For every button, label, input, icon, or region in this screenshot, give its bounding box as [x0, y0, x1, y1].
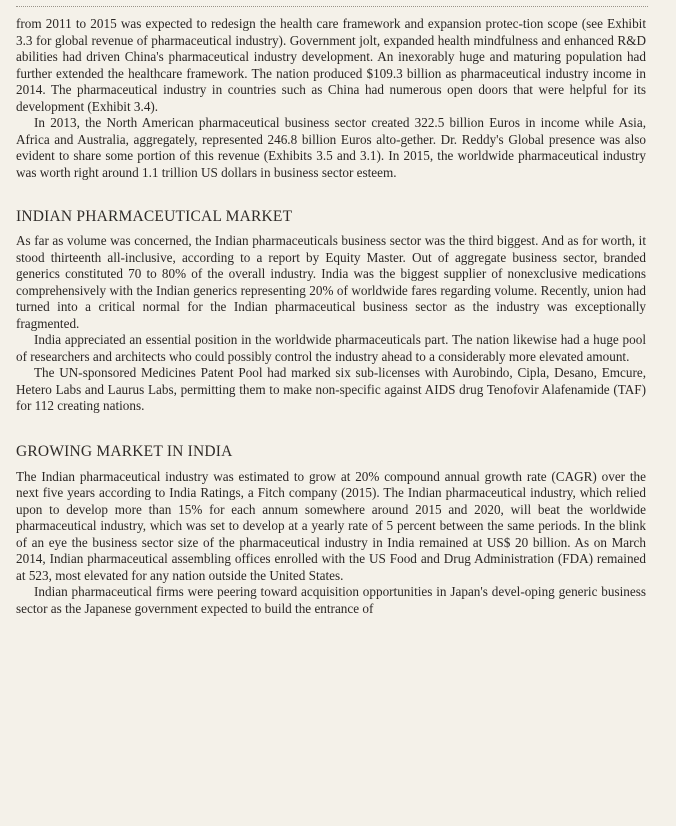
document-body [16, 16, 646, 617]
paragraph: from 2011 to 2015 was expected to redesign the health care framework and expansion protec-tion scope (see Exhibit 3.3 for global revenue of pharmaceutical industry). Government jolt, expanded health mindfulness and enhanced R&D abilities had driven China's pharmaceutical industry development. An inexorably huge and maturing population had further extended the healthcare framework. The nation produced $109.3 billion as pharmaceutical industry income in 2014. The pharmaceutical industry in countries such as China had numerous open doors that were helpful for its development (Exhibit 3.4). [16, 16, 646, 114]
paragraph: In 2013, the North American pharmaceutical business sector created 322.5 billion Euros in income while Asia, Africa and Australia, aggregately, represented 246.8 billion Euros alto-gether. Dr. Reddy's Global presence was also evident to share some portion of this revenue (Exhibits 3.5 and 3.1). In 2015, the worldwide pharmaceutical industry was worth right around 1.1 trillion US dollars in business sector esteem. [16, 115, 646, 180]
top-dotted-rule [16, 6, 648, 7]
section-heading-indian-pharmaceutical-market: INDIAN PHARMACEUTICAL MARKET [16, 208, 293, 225]
paragraph: Indian pharmaceutical firms were peering toward acquisition opportunities in Japan's devel-oping generic business sector as the Japanese government expected to build the entrance of [16, 584, 646, 616]
paragraph: As far as volume was concerned, the Indian pharmaceuticals business sector was the third biggest. And as for worth, it stood thirteenth all-inclusive, according to a report by Equity Master. Out of aggregate business sector, branded generics constituted 70 to 80% of the overall industry. India was the biggest supplier of nonexclusive medications comprehensively with the Indian generics representing 20% of worldwide fares regarding volume. Recently, union had turned into a critical normal for the Indian pharmaceutical business sector as the industry was exceptionally fragmented. [16, 233, 646, 331]
paragraph: The UN-sponsored Medicines Patent Pool had marked six sub-licenses with Aurobindo, Cipla, Desano, Emcure, Hetero Labs and Laurus Labs, permitting them to make non-specific against AIDS drug Tenofovir Alafenamide (TAF) for 112 creating nations. [16, 365, 646, 413]
section-heading-growing-market-in-india: GROWING MARKET IN INDIA [16, 442, 233, 460]
paragraph: The Indian pharmaceutical industry was estimated to grow at 20% compound annual growth rate (CAGR) over the next five years according to India Ratings, a Fitch company (2015). The Indian pharmaceutical industry, which relied upon to develop more than 15% for each annum somewhere around 2015 and 2020, will beat the worldwide pharmaceutical industry, which was set to develop at a yearly rate of 5 percent between the same periods. In the blink of an eye the business sector size of the pharmaceutical industry in India remained at US$ 20 billion. As on March 2014, Indian pharmaceutical assembling offices enrolled with the US Food and Drug Administration (FDA) remained at 523, most elevated for any nation outside the United States. [16, 468, 646, 583]
paragraph: India appreciated an essential position in the worldwide pharmaceuticals part. The nation likewise had a huge pool of researchers and architects who could possibly control the industry ahead to a considerably more elevated amount. [16, 332, 646, 364]
